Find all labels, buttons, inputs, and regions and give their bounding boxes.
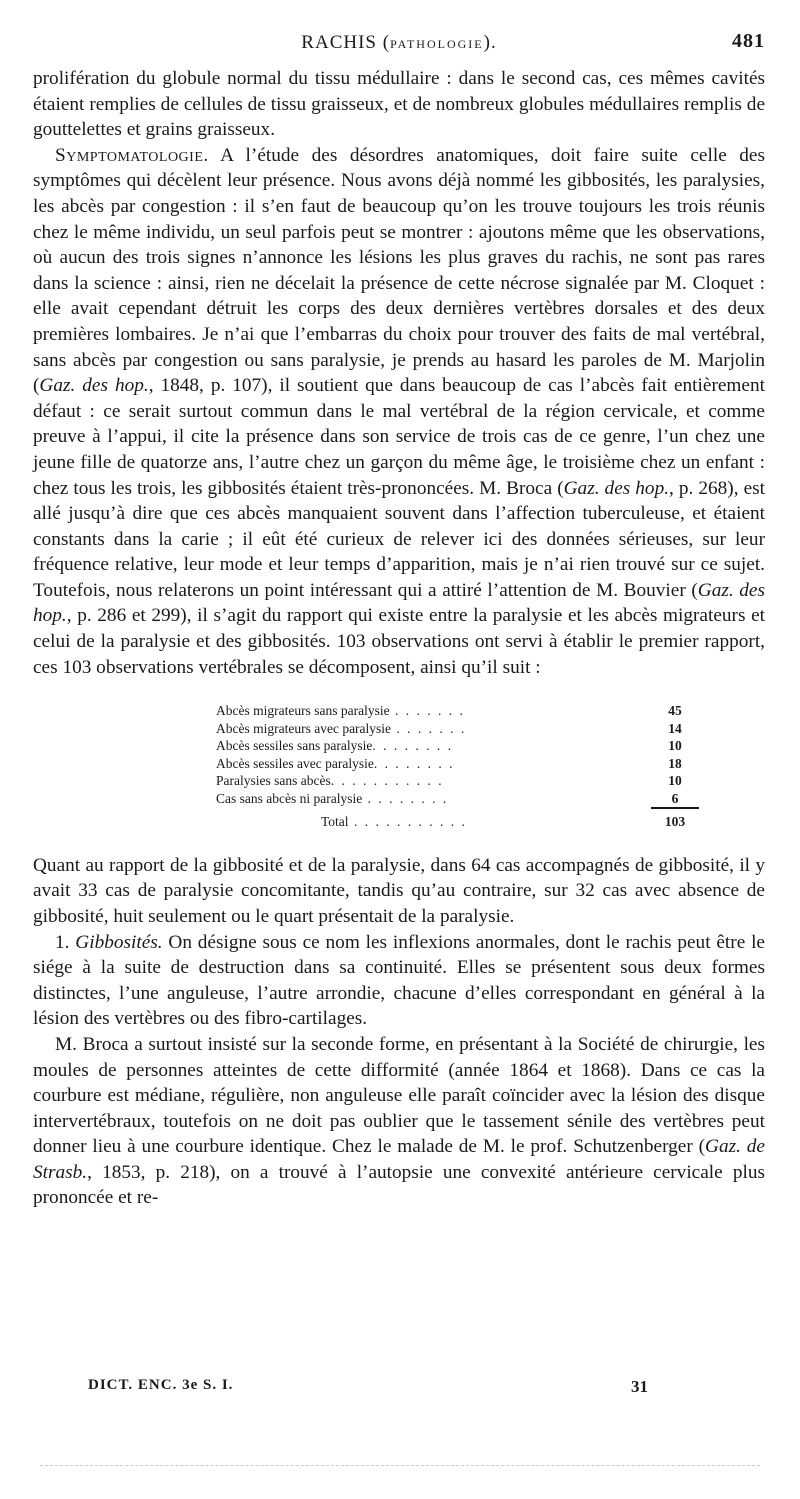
table-row: [216, 790, 699, 809]
total-label: Total . . . . . . . . . . .: [321, 813, 467, 829]
running-title: [33, 32, 765, 54]
row-value: 6: [651, 790, 699, 809]
sheet-number: 31: [631, 1377, 648, 1396]
row-value: 14: [668, 720, 682, 736]
table-row: [216, 702, 699, 720]
citation: Gaz. des hop.: [39, 375, 149, 397]
paragraph-broca: [33, 1032, 765, 1211]
section-heading-symptomatologie: Symptomatologie.: [55, 144, 209, 166]
bottom-edge-rule: [40, 1465, 760, 1466]
running-title-main: RACHIS (: [301, 32, 391, 53]
page-header: [33, 30, 765, 60]
running-title-subject: PATHOLOGIE: [390, 37, 484, 51]
row-value: 18: [668, 755, 682, 771]
text-span: , p. 268), est allé jusqu’à dire que ces abcès manquaient souvent dans l’affection tuberculeuse, et étaient constants dans la carie ; il eût été curieux de relever ici des données sérieuses, sur leur fréquence relative, leur mode et leur temps d’apparition, mais je n’ai rien trouvé sur ce sujet. Toutefois, nous relaterons un point intéressant qui a attiré l’attention de M. Bouvier (: [33, 477, 765, 601]
citation: Gaz. des hop.: [33, 579, 765, 627]
citation: Gaz. de Strasb.: [33, 1136, 765, 1183]
row-label: Abcès sessiles avec paralysie. . . . . . . .: [216, 755, 455, 771]
text-span: A l’étude des désordres anatomiques, doit faire suite celle des symptômes qui décèlent leur présence. Nous avons déjà nommé les gibbosités, les paralysies, les abcès par congestion : il s’en faut de beaucoup qu’on les trouve toujours les trois réunis chez le même individu, un seul parfois peut se montrer : ajoutons même que les observations, où aucun des trois signes n’annonce les lésions les plus graves du rachis, ne sont pas rares dans la science : ainsi, rien ne décelait la présence de cette nécrose signalée par M. Cloquet : elle avait cependant détruit les corps des deux dernières vertèbres dorsales et des deux premières lombaires. Je n’ai que l’embarras du choix pour trouver des faits de mal vertébral, sans abcès par congestion ou sans paralysie, je prends au hasard les paroles de M. Marjolin (: [33, 144, 765, 397]
row-value: 10: [668, 738, 682, 754]
total-value: 103: [664, 814, 686, 830]
row-label: Abcès sessiles sans paralysie. . . . . . . .: [216, 738, 453, 754]
paragraph-gibbosite-paralysie: Quant au rapport de la gibbosité et de la paralysie, dans 64 cas accompagnés de gibbosité, il y avait 33 cas de paralysie concomitante, tandis qu’au contraire, sur 32 cas avec absence de gibbosité, huit seulement ou le quart présentait de la paralysie.: [33, 854, 765, 927]
page-footer: [0, 1377, 732, 1407]
table-row: [216, 772, 699, 790]
row-label: Abcès migrateurs avec paralysie . . . . . . .: [216, 720, 467, 736]
paragraph-gibbosites: [33, 930, 765, 1032]
table-row: [216, 755, 699, 773]
table-row: [216, 737, 699, 755]
paragraph-symptomatologie: [33, 143, 765, 680]
table-row: [216, 720, 699, 738]
text-span: On désigne sous ce nom les inflexions anormales, dont le rachis peut être le siége à la suite de destruction dans sa continuité. Elles se présentent sous deux formes distinctes, l’une anguleuse, l’autre arrondie, chacune d’elles correspondant en général à la lésion des vertèbres ou des fibro-cartilages.: [33, 931, 765, 1030]
text-span: M. Broca a surtout insisté sur la seconde forme, en présentant à la Société de chirurgie, les moules de personnes atteintes de cette difformité (année 1864 et 1868). Dans ce cas la courbure est médiane, régulière, non anguleuse elle paraît coïncider avec la lésion des disque intervertébraux, toutefois on ne doit pas oublier que le tassement sénile des vertèbres peut donner lieu à une courbure identique. Chez le malade de M. le prof. Schutzenberger (: [33, 1033, 765, 1158]
statistics-table: [216, 702, 699, 831]
row-value: 45: [668, 703, 682, 719]
row-value: 10: [668, 773, 682, 789]
signature-mark: DICT. ENC. 3e S. I.: [88, 1377, 234, 1393]
row-label: Abcès migrateurs sans paralysie . . . . . . .: [216, 703, 465, 719]
page-number: 481: [732, 30, 765, 52]
row-label: Cas sans abcès ni paralysie . . . . . . . .: [216, 791, 449, 807]
section-heading-gibbosites: Gibbosités.: [75, 931, 163, 953]
paragraph-continuation: prolifération du globule normal du tissu médullaire : dans le second cas, ces mêmes cavités étaient remplies de cellules de tissu graisseux, et de nombreux globules médullaires remplis de gouttelettes et grains graisseux.: [33, 68, 765, 141]
text-span: , 1848, p. 107), il soutient que dans beaucoup de cas l’abcès fait entièrement défaut : ce serait surtout commun dans le mal vertébral de la région cervicale, et comme preuve à l’appui, il cite la présence dans son service de trois cas de ce genre, l’un chez une jeune fille de quatorze ans, l’autre chez un garçon du même âge, le troisième chez un enfant : chez tous les trois, les gibbosités étaient très-prononcées. M. Broca (: [33, 375, 765, 499]
running-title-end: ).: [483, 32, 497, 53]
table-total-row: [216, 808, 699, 831]
row-label: Paralysies sans abcès. . . . . . . . . . .: [216, 773, 444, 789]
citation: Gaz. des hop.: [563, 477, 670, 499]
text-span: , 1853, p. 218), on a trouvé à l’autopsie une convexité antérieure cervicale plus prononcée et re-: [33, 1161, 765, 1209]
document-page: [33, 30, 765, 1211]
text-span: , p. 286 et 299), il s’agit du rapport qui existe entre la paralysie et les abcès migrateurs et celui de la paralysie et des gibbosités. 103 observations ont servi à établir le premier rapport, ces 103 observations vertébrales se décomposent, ainsi qu’il suit :: [33, 605, 765, 678]
section-number: 1.: [55, 931, 76, 953]
